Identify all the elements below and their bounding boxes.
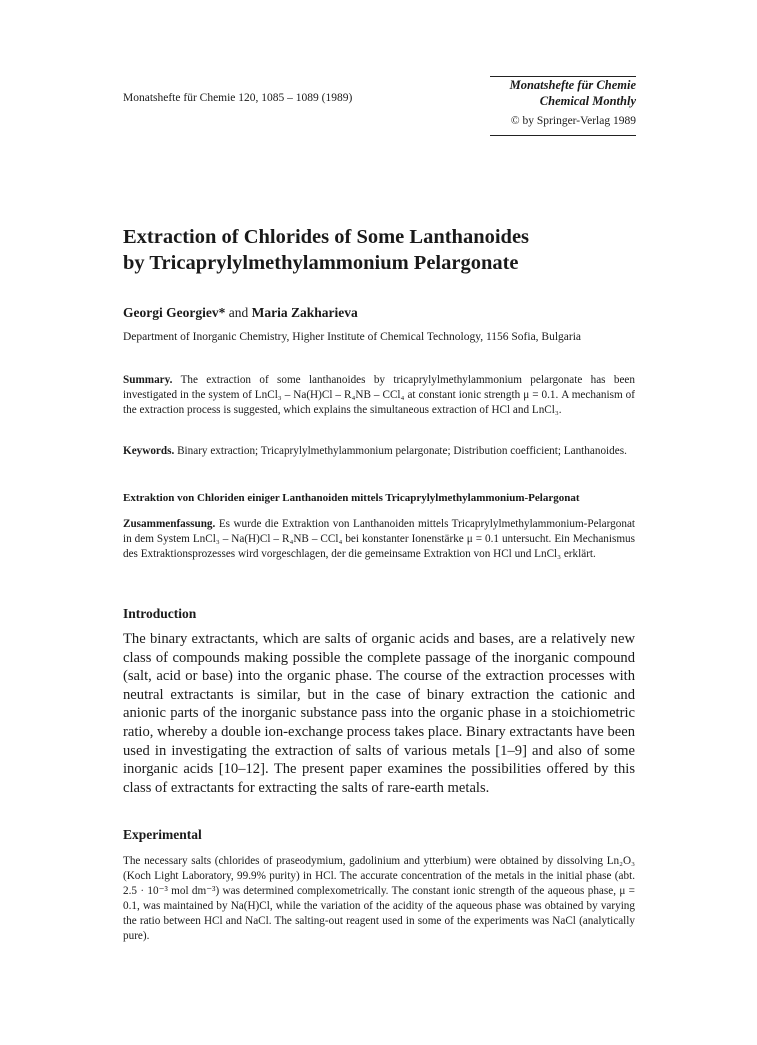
journal-masthead xyxy=(490,76,636,136)
author-2: Maria Zakharieva xyxy=(251,305,358,320)
german-title: Extraktion von Chloriden einiger Lanthanoiden mittels Tricaprylylmethylammonium-Pelargonat xyxy=(123,492,580,504)
title-line-1: Extraction of Chlorides of Some Lanthanoides xyxy=(123,226,530,248)
introduction-heading: Introduction xyxy=(123,606,197,621)
experimental-heading: Experimental xyxy=(123,827,202,842)
masthead-bottom-rule xyxy=(490,135,636,136)
title-line-2: by Tricaprylylmethylammonium Pelargonate xyxy=(123,252,519,274)
keywords-label: Keywords. xyxy=(123,445,175,457)
zusammenfassung-paragraph xyxy=(123,517,635,562)
introduction-text: The binary extractants, which are salts of organic acids and bases, are a relatively new class of compounds making possible the complete passage of the inorganic compound (salt, acid or base) into the organic phase. The course of the extraction processes with neutral extractants is similar, but in the case of binary extraction the cationic and anionic parts of the inorganic substance pass into the organic phase in a stoichiometric ratio, whereby a double ion-exchange process takes place. Binary extractants have been used in investigating the extraction of salts of various metals [1–9] and also of some inorganic acids [10–12]. The present paper examines the possibilities offered by this class of extractants for extracting the salts of rare-earth metals. xyxy=(123,631,635,796)
affiliation: Department of Inorganic Chemistry, Higher Institute of Chemical Technology, 1156 Sofia, Bulgaria xyxy=(123,331,582,343)
zusammenfassung-label: Zusammenfassung. xyxy=(123,518,216,530)
author-line xyxy=(123,305,358,321)
summary-label: Summary. xyxy=(123,374,173,386)
running-head-citation: Monatshefte für Chemie 120, 1085 – 1089 (1989) xyxy=(123,92,353,104)
summary-paragraph xyxy=(123,373,635,418)
copyright-line: © by Springer-Verlag 1989 xyxy=(510,115,636,127)
article-title xyxy=(123,224,643,276)
summary-text: The extraction of some lanthanoides by tricaprylylmethylammonium pelargonate has been investigated in the system of LnCl₃ – Na(H)Cl – R₄NB – CCl₄ at constant ionic strength μ = 0.1. A mechanism of the extraction process is suggested, which explains the simultaneous extraction of HCl and LnCl₃. xyxy=(123,374,635,416)
zusammenfassung-text: Es wurde die Extraktion von Lanthanoiden mittels Tricaprylylmethylammonium-Pelargonat in dem System LnCl₃ – Na(H)Cl – R₄NB – CCl₄ bei konstanter Ionenstärke μ = 0.1 untersucht. Ein Mechanismus des Extraktionsprozesses wird vorgeschlagen, der die gemeinsame Extraktion von HCl und LnCl₃ erklärt. xyxy=(123,518,636,560)
author-1: Georgi Georgiev* xyxy=(123,305,226,320)
experimental-text: The necessary salts (chlorides of praseodymium, gadolinium and ytterbium) were obtained by dissolving Ln₂O₃ (Koch Light Laboratory, 99.9% purity) in HCl. The accurate concentration of the metals in the initial phase (abt. 2.5 · 10⁻³ mol dm⁻³) was determined complexometrically. The constant ionic strength of the aqueous phase, μ = 0.1, was maintained by Na(H)Cl, while the variation of the acidity of the aqueous phase was obtained by varying the ratio between HCl and NaCl. The salting-out reagent used in some of the experiments was NaCl (analytically pure). xyxy=(123,855,635,942)
author-conjunction: and xyxy=(228,305,249,320)
journal-name-en: Chemical Monthly xyxy=(539,94,636,108)
journal-name-de: Monatshefte für Chemie xyxy=(509,78,636,92)
keywords-paragraph xyxy=(123,444,635,459)
keywords-text: Binary extraction; Tricaprylylmethylammonium pelargonate; Distribution coefficient; Lanthanoides. xyxy=(177,445,627,457)
